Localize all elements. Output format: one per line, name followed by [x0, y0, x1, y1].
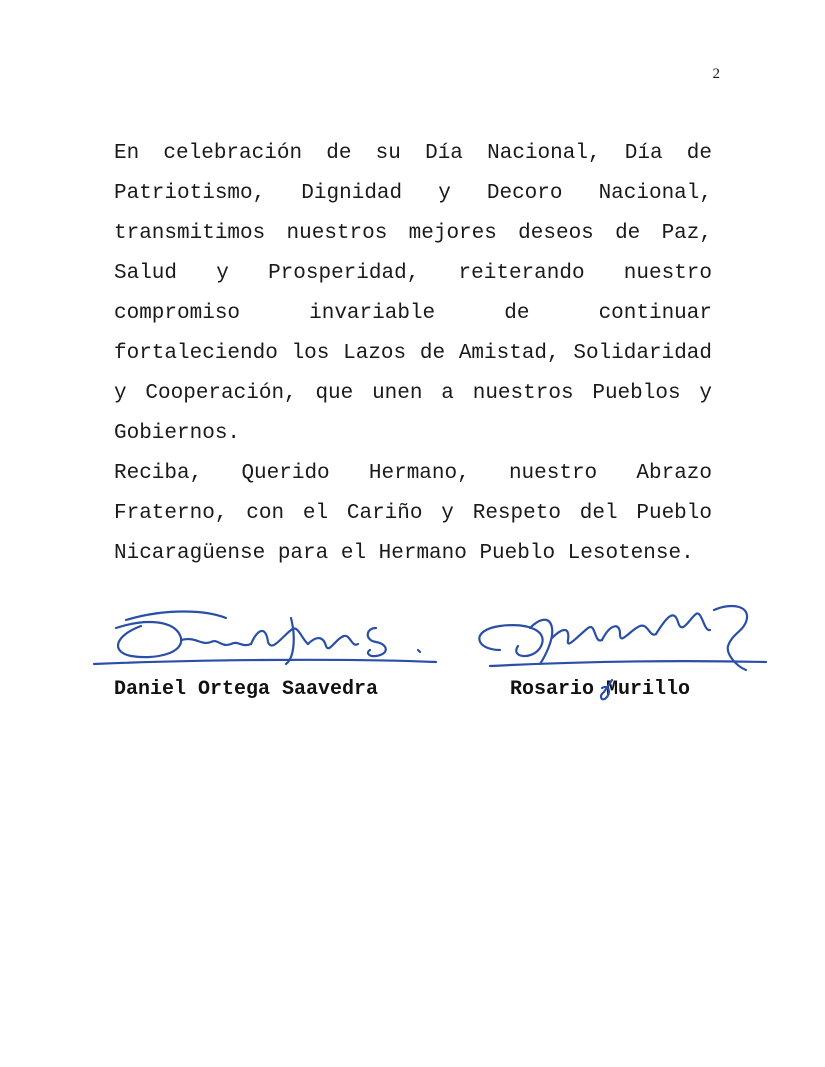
body-paragraph-greeting: En celebración de su Día Nacional, Día de Patriotismo, Dignidad y Decoro Nacional, transmitimos nuestros mejores deseos de Paz, Salud y Prosperidad, reiterando nuestro compromiso invariable de continuar fortaleciendo los Lazos de Amistad, Solidaridad y Cooperación, que unen a nuestros Pueblos y Gobiernos. — [114, 142, 712, 445]
signature-block-left — [86, 598, 446, 708]
handwritten-signature-right — [470, 588, 770, 708]
signer-name-right: Rosario Murillo — [510, 678, 691, 701]
page-number: 2 — [712, 66, 720, 82]
signer-name-left: Daniel Ortega Saavedra — [114, 678, 379, 701]
body-paragraph-closing: Reciba, Querido Hermano, nuestro Abrazo Fraterno, con el Cariño y Respeto del Pueblo Nicaragüense para el Hermano Pueblo Lesotense. — [114, 462, 712, 565]
handwritten-signature-left — [86, 598, 446, 678]
signature-block-right — [470, 588, 770, 708]
